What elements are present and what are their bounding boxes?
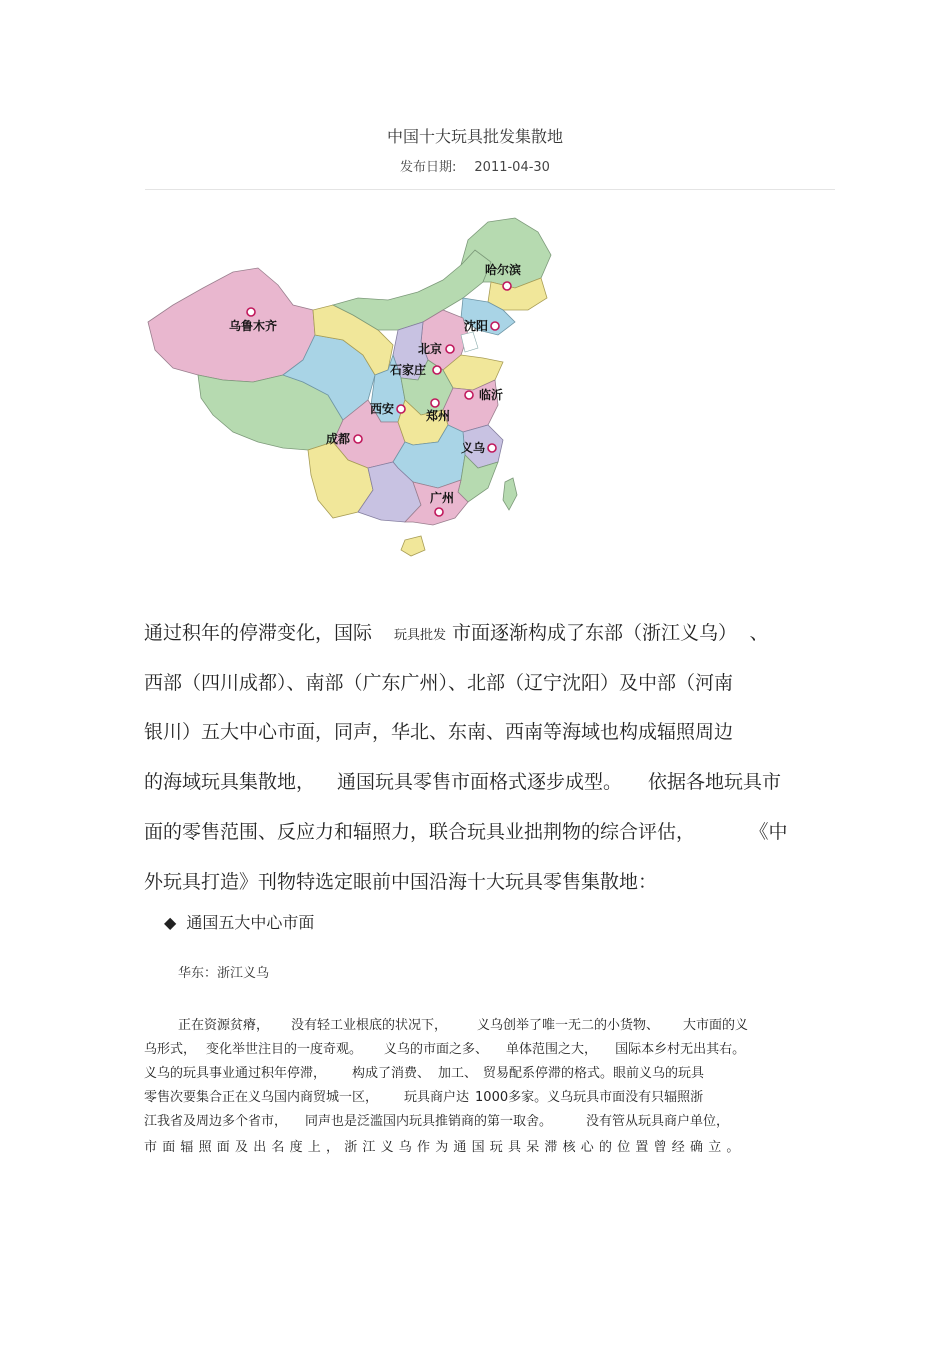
section-heading [164, 910, 314, 933]
section-heading-text: 通国五大中心市面 [186, 913, 315, 932]
city-label-urumqi: 乌鲁木齐 [228, 319, 278, 333]
city-label-chengdu: 成都 [325, 432, 351, 446]
body-text: 变化举世注目的一度奇观。 [206, 1042, 363, 1057]
body-text: 乌形式， [144, 1042, 197, 1057]
body-line-6: 市面辐照面及出名度上，浙江义乌作为通国玩具呆滞核心的位置曾经确立。 [144, 1140, 745, 1155]
body-text: 没有轻工业根底的状况下， [291, 1018, 448, 1033]
intro-keyword: 玩具批发 [394, 628, 447, 643]
body-text: 没有管从玩具商户单位， [586, 1114, 730, 1129]
body-text: 贸易配系停滞的格式。眼前义乌的玩具 [483, 1066, 705, 1081]
city-label-beijing: 北京 [417, 342, 443, 356]
intro-line-1 [144, 618, 824, 645]
body-text: 义乌的市面之多、 [384, 1042, 489, 1057]
header-divider [145, 189, 835, 190]
city-label-zhengzhou: 郑州 [425, 409, 451, 423]
body-text: 同声也是泛滥国内玩具推销商的第一取舍。 [305, 1114, 553, 1129]
body-line-2 [144, 1038, 804, 1057]
page-title: 中国十大玩具批发集散地 [386, 127, 563, 146]
body-text: 正在资源贫瘠， [178, 1018, 270, 1033]
body-text: 玩具商户达 [404, 1090, 470, 1105]
body-text: 单体范围之大， [506, 1042, 598, 1057]
intro-text: 《中 [759, 821, 788, 843]
body-line-1 [144, 1014, 838, 1033]
intro-line-2: 西部（四川成都）、南部（广东广州）、北部（辽宁沈阳）及中部（河南 [144, 672, 734, 694]
city-label-harbin: 哈尔滨 [484, 263, 522, 277]
body-line-3 [144, 1062, 804, 1081]
intro-line-5 [144, 817, 824, 844]
city-label-shenyang: 沈阳 [463, 319, 489, 333]
body-line-4 [144, 1086, 804, 1105]
intro-text: 通国玩具零售市面格式逐步成型。 [337, 771, 623, 793]
region-subheading: 华东：浙江义乌 [178, 966, 270, 981]
body-text: 江我省及周边多个省市， [144, 1114, 288, 1129]
china-map [143, 210, 563, 570]
intro-text: 依据各地玩具市 [648, 771, 782, 793]
city-label-yiwu: 义乌 [460, 441, 486, 455]
diamond-bullet-icon: ◆ [164, 913, 177, 932]
city-label-xian: 西安 [369, 402, 395, 416]
body-text: 国际本乡村无出其右。 [615, 1042, 746, 1057]
city-label-guangzhou: 广州 [429, 491, 455, 505]
intro-line-4 [144, 767, 824, 794]
body-text: 大市面的义 [683, 1018, 749, 1033]
body-text: 义乌创举了唯一无二的小货物、 [477, 1018, 660, 1033]
intro-line-3: 银川）五大中心市面，同声，华北、东南、西南等海域也构成辐照周边 [144, 721, 734, 743]
body-text: 零售次要集合正在义乌国内商贸城一区， [144, 1090, 379, 1105]
intro-line-6: 外玩具打造》刊物特选定眼前中国沿海十大玩具零售集散地： [144, 871, 658, 893]
body-text: 构成了消费、 [352, 1066, 431, 1081]
date-label: 发布日期: [400, 160, 457, 175]
body-text: 加工、 [438, 1066, 478, 1081]
date-value: 2011-04-30 [474, 160, 550, 175]
body-text: 义乌的玩具事业通过积年停滞， [144, 1066, 327, 1081]
publish-date [0, 156, 950, 175]
intro-text: 的海域玩具集散地， [144, 771, 316, 793]
body-line-5 [144, 1110, 804, 1129]
city-label-linyi: 临沂 [478, 388, 504, 402]
city-label-shijiazhuang: 石家庄 [389, 363, 427, 377]
intro-text: 通过积年的停滞变化，国际 [144, 622, 373, 644]
intro-text: 市面逐渐构成了东部（浙江义乌） [452, 622, 728, 644]
intro-text: 面的零售范围、反应力和辐照力，联合玩具业拙荆物的综合评估， [144, 821, 696, 843]
intro-text: 、 [749, 622, 769, 644]
body-text: 1000多家。义乌玩具市面没有只辐照浙 [475, 1090, 704, 1105]
